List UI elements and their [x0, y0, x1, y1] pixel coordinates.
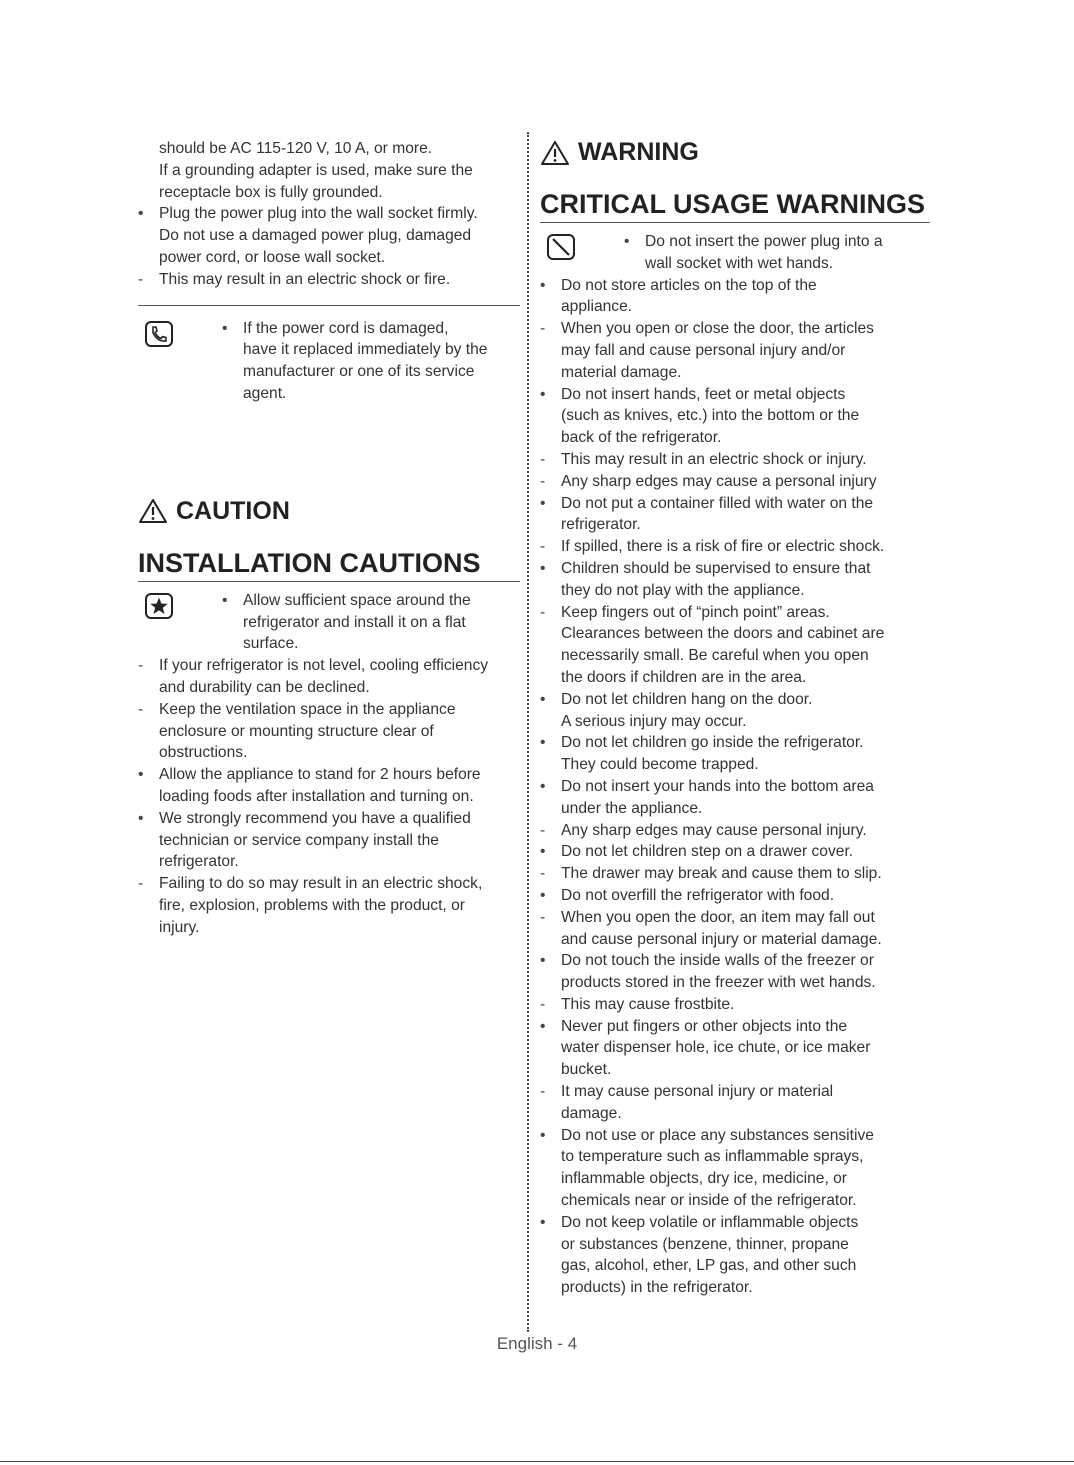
- list-item-indent: (such as knives, etc.) into the bottom or the: [561, 407, 860, 425]
- caution-label: CAUTION: [176, 496, 290, 525]
- installation-list: [138, 655, 520, 938]
- list-item-indent: refrigerator.: [561, 516, 641, 534]
- list-item-indent: and durability can be declined.: [159, 678, 370, 696]
- list-item-dash: - It may cause personal injury or material: [540, 1081, 930, 1103]
- list-item-bullet: • Do not let children step on a drawer cover.: [540, 841, 930, 863]
- list-item-indent: power cord, or loose wall socket.: [159, 248, 386, 266]
- list-item-bullet: • Plug the power plug into the wall socket firmly.: [138, 203, 520, 225]
- list-item-indent: refrigerator.: [159, 853, 239, 871]
- list-item-indent: They could become trapped.: [561, 756, 759, 774]
- list-item-indent: damage.: [561, 1104, 622, 1122]
- list-item-bullet: • Do not overfill the refrigerator with food.: [540, 885, 930, 907]
- warning-triangle-icon: [540, 140, 570, 166]
- list-item-dash: - If your refrigerator is not level, cooling efficiency: [138, 655, 520, 677]
- call-icon: [144, 320, 174, 348]
- list-item-bullet: • Never put fingers or other objects into the: [540, 1016, 930, 1038]
- list-item-indent: If a grounding adapter is used, make sure the: [159, 161, 473, 179]
- list-item-indent: back of the refrigerator.: [561, 429, 722, 447]
- list-item-bullet: • Do not touch the inside walls of the freezer or: [540, 950, 930, 972]
- list-item-dash: - This may cause frostbite.: [540, 994, 930, 1016]
- list-item-dash: - Keep the ventilation space in the appliance: [138, 699, 520, 721]
- list-item-indent: they do not play with the appliance.: [561, 581, 805, 599]
- note-line: surface.: [243, 635, 299, 653]
- list-item-indent: products stored in the freezer with wet hands.: [561, 974, 876, 992]
- list-item-dash: - When you open or close the door, the articles: [540, 318, 930, 340]
- list-item-indent: under the appliance.: [561, 799, 703, 817]
- list-item-indent: injury.: [159, 918, 200, 936]
- note-line: have it replaced immediately by the: [243, 341, 488, 359]
- bottom-edge-line: [0, 1461, 1074, 1462]
- list-item-indent: fire, explosion, problems with the product, or: [159, 896, 465, 914]
- caution-triangle-icon: [138, 498, 168, 524]
- list-item-indent: enclosure or mounting structure clear of: [159, 722, 434, 740]
- list-item-bullet: • Do not let children hang on the door.: [540, 689, 930, 711]
- list-item-bullet: • Do not store articles on the top of the: [540, 275, 930, 297]
- list-item-dash: - Any sharp edges may cause a personal injury: [540, 471, 930, 493]
- list-item-bullet: • Do not keep volatile or inflammable objects: [540, 1212, 930, 1234]
- list-item-indent: appliance.: [561, 298, 633, 316]
- list-item-indent: products) in the refrigerator.: [561, 1279, 753, 1297]
- warning-list: [540, 275, 930, 1299]
- list-item-indent: water dispenser hole, ice chute, or ice maker: [561, 1039, 871, 1057]
- list-item-indent: Clearances between the doors and cabinet are: [561, 625, 885, 643]
- list-item-indent: obstructions.: [159, 744, 248, 762]
- warning-label: WARNING: [578, 138, 699, 166]
- note-line: manufacturer or one of its service: [243, 363, 475, 381]
- caution-heading: [138, 497, 520, 526]
- list-item-bullet: • Do not let children go inside the refrigerator.: [540, 732, 930, 754]
- list-item-indent: should be AC 115-120 V, 10 A, or more.: [159, 140, 433, 157]
- note-line: • Allow sufficient space around the: [222, 590, 520, 612]
- no-icon: [546, 233, 576, 261]
- list-item-indent: necessarily small. Be careful when you open: [561, 647, 869, 665]
- warning-heading: [540, 138, 930, 167]
- list-item-indent: the doors if children are in the area.: [561, 668, 807, 686]
- star-note: [138, 590, 520, 655]
- list-item-bullet: • We strongly recommend you have a qualified: [138, 808, 520, 830]
- list-item-dash: - When you open the door, an item may fall out: [540, 907, 930, 929]
- list-item-indent: material damage.: [561, 363, 682, 381]
- list-item-dash: - The drawer may break and cause them to slip.: [540, 863, 930, 885]
- star-icon: [144, 592, 174, 620]
- note-line: • Do not insert the power plug into a: [624, 231, 930, 253]
- page-number: English - 4: [496, 1334, 578, 1353]
- list-item-indent: receptacle box is fully grounded.: [159, 183, 383, 201]
- list-item-dash: - Keep fingers out of “pinch point” areas.: [540, 602, 930, 624]
- list-item-indent: chemicals near or inside of the refrigerator.: [561, 1192, 857, 1210]
- list-item-bullet: • Allow the appliance to stand for 2 hours before: [138, 764, 520, 786]
- column-divider: [527, 132, 529, 1332]
- list-item-indent: Do not use a damaged power plug, damaged: [159, 227, 472, 245]
- installation-cautions-title: INSTALLATION CAUTIONS: [138, 548, 520, 582]
- note-line: • If the power cord is damaged,: [222, 318, 520, 340]
- list-item-indent: technician or service company install the: [159, 831, 439, 849]
- list-item-dash: - This may result in an electric shock or injury.: [540, 449, 930, 471]
- list-item-dash: - This may result in an electric shock or fire.: [138, 269, 520, 291]
- list-item-indent: gas, alcohol, ether, LP gas, and other such: [561, 1257, 857, 1275]
- list-item-dash: - If spilled, there is a risk of fire or electric shock.: [540, 536, 930, 558]
- list-item-indent: and cause personal injury or material damage.: [561, 930, 882, 948]
- list-item-indent: bucket.: [561, 1061, 612, 1079]
- list-item-bullet: • Do not insert hands, feet or metal objects: [540, 384, 930, 406]
- right-column: [540, 138, 930, 1299]
- note-line: refrigerator and install it on a flat: [243, 613, 466, 631]
- note-line: agent.: [243, 384, 287, 402]
- no-note: [540, 231, 930, 275]
- list-item-dash: - Any sharp edges may cause personal injury.: [540, 820, 930, 842]
- note-line: wall socket with wet hands.: [645, 254, 834, 272]
- critical-usage-title: CRITICAL USAGE WARNINGS: [540, 189, 930, 223]
- list-item-indent: may fall and cause personal injury and/or: [561, 341, 846, 359]
- list-item-indent: to temperature such as inflammable sprays,: [561, 1148, 864, 1166]
- list-item-indent: or substances (benzene, thinner, propane: [561, 1235, 849, 1253]
- left-column: [138, 138, 520, 939]
- list-item-bullet: • Do not put a container filled with water on the: [540, 493, 930, 515]
- list-item-indent: loading foods after installation and turning on.: [159, 787, 474, 805]
- section-rule: [138, 305, 520, 306]
- list-item-bullet: • Do not use or place any substances sensitive: [540, 1125, 930, 1147]
- intro-list: [138, 138, 520, 291]
- list-item-dash: - Failing to do so may result in an electric shock,: [138, 873, 520, 895]
- call-note: [138, 318, 520, 405]
- list-item-bullet: • Do not insert your hands into the bottom area: [540, 776, 930, 798]
- list-item-indent: A serious injury may occur.: [561, 712, 747, 730]
- list-item-indent: inflammable objects, dry ice, medicine, or: [561, 1170, 848, 1188]
- list-item-bullet: • Children should be supervised to ensure that: [540, 558, 930, 580]
